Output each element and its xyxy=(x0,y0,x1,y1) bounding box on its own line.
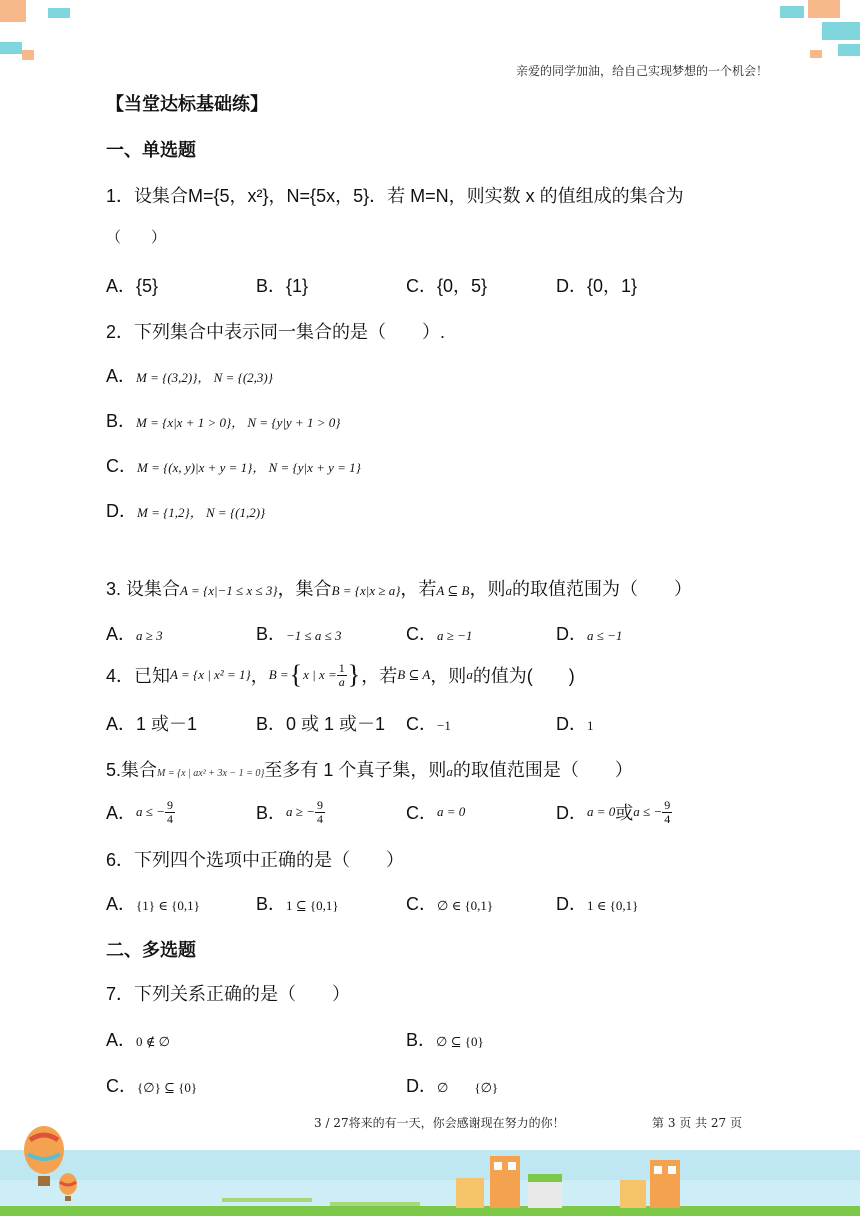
page-number: 第 3 页 共 27 页 xyxy=(652,1116,742,1130)
q3-math-2: B = {x|x ≥ a} xyxy=(331,583,401,598)
q5-b-den: 4 xyxy=(316,811,323,826)
q3-text-2: ，集合 xyxy=(277,579,332,599)
q6-c-math: ∅ ∈ {0,1} xyxy=(437,898,494,913)
q6-option-b xyxy=(256,890,339,916)
q7-option-a xyxy=(106,1026,170,1052)
q3-d-math: a ≤ −1 xyxy=(587,628,623,643)
q2-option-d xyxy=(106,497,265,523)
q6-b-label: B． xyxy=(256,894,287,914)
bush xyxy=(222,1198,312,1202)
q5-a-label: A． xyxy=(106,803,137,823)
footer-scenery xyxy=(0,1120,860,1216)
q2-stem: 2．下列集合中表示同一集合的是（ ）. xyxy=(106,322,446,342)
q5-math-2: a xyxy=(446,764,453,779)
q6-d-label: D． xyxy=(556,894,587,914)
q3-d-label: D． xyxy=(556,624,587,644)
q3-math-3: A ⊆ B xyxy=(436,583,470,598)
q7-b-math: ∅ ⊆ {0} xyxy=(436,1034,484,1049)
q5-text-3: 的取值范围是（ ） xyxy=(452,760,633,780)
q7-option-b xyxy=(406,1026,484,1052)
q7-b-label: B． xyxy=(406,1030,437,1050)
part1-title: 一、单选题 xyxy=(106,140,196,160)
q2-b-math: M = {x|x + 1 > 0}， N = {y|y + 1 > 0} xyxy=(136,415,341,430)
q4-stem xyxy=(106,658,575,692)
q5-a-fraction xyxy=(165,799,175,826)
footer-motto: 3 / 27将来的有一天，你会感谢现在努力的你！ xyxy=(314,1116,565,1130)
q6-d-math: 1 ∈ {0,1} xyxy=(587,898,639,913)
q1-option-a: A．{5} xyxy=(106,276,159,296)
q4-option-b: B．0 或 1 或－1 xyxy=(256,714,386,734)
q4-math-4: a xyxy=(466,667,473,682)
q5-option-d xyxy=(556,792,672,832)
q5-b-label: B． xyxy=(256,803,287,823)
q5-option-a xyxy=(106,792,175,832)
q3-a-math: a ≥ 3 xyxy=(136,628,163,643)
q5-b-math: a ≥ − xyxy=(286,804,315,819)
q5-math-1: M = {x | ax² + 3x − 1 = 0} xyxy=(157,768,265,779)
q3-math-4: a xyxy=(505,583,512,598)
q5-a-math: a ≤ − xyxy=(136,804,165,819)
q1-option-d: D．{0，1} xyxy=(556,276,638,296)
q5-text-1: 5.集合 xyxy=(106,760,158,780)
q6-option-d xyxy=(556,890,638,916)
q1-prefix: 1．设集合 xyxy=(106,186,189,206)
q3-b-label: B． xyxy=(256,624,287,644)
q3-text-3: ，若 xyxy=(400,579,437,599)
q7-a-math: 0 ∉ ∅ xyxy=(136,1034,170,1049)
q5-text-2: 至多有 1 个真子集，则 xyxy=(264,760,447,780)
q4-brace-open: { xyxy=(289,660,303,689)
q5-stem xyxy=(106,756,633,782)
q5-d-fraction xyxy=(662,799,672,826)
q5-d-or: 或 xyxy=(615,803,634,823)
q5-d-math-1: a = 0 xyxy=(587,804,616,819)
q4-option-c xyxy=(406,710,451,736)
q3-c-label: C． xyxy=(406,624,437,644)
q7-c-math: {∅} ⊆ {0} xyxy=(137,1080,198,1095)
q4-text-4: ，则 xyxy=(430,666,467,686)
q4-c-math: −1 xyxy=(437,718,451,733)
q4-text-1: 4．已知 xyxy=(106,666,171,686)
q4-math-3: B ⊆ A xyxy=(397,667,431,682)
q2-d-math: M = {1,2}， N = {(1,2)} xyxy=(137,505,266,520)
part2-title: 二、多选题 xyxy=(106,940,196,960)
q5-option-b xyxy=(256,792,325,832)
q1-option-c: C．{0，5} xyxy=(406,276,488,296)
q3-text-4: ，则 xyxy=(469,579,506,599)
q4-d-label: D． xyxy=(556,714,587,734)
q4-fraction xyxy=(337,662,347,689)
q5-a-den: 4 xyxy=(166,811,173,826)
q6-a-math: {1} ∈ {0,1} xyxy=(136,898,200,913)
q4-option-a: A．1 或－1 xyxy=(106,714,198,734)
q6-option-a xyxy=(106,890,200,916)
q3-option-a xyxy=(106,620,163,646)
q5-b-fraction xyxy=(315,799,325,826)
q1-paren: （ ） xyxy=(106,229,167,246)
q5-c-label: C． xyxy=(406,803,437,823)
q2-d-label: D． xyxy=(106,501,137,521)
q2-c-label: C． xyxy=(106,456,137,476)
q4-math-2a: B = xyxy=(268,667,289,682)
q3-text-5: 的取值范围为（ ） xyxy=(511,579,692,599)
ground-strip xyxy=(0,1206,860,1216)
q4-c-label: C． xyxy=(406,714,437,734)
q3-text-1: 3. 设集合 xyxy=(106,579,181,599)
q4-text-5: 的值为( ) xyxy=(472,666,575,686)
q7-d-math: ∅ {∅} xyxy=(437,1080,499,1095)
q2-option-b xyxy=(106,407,340,433)
q7-option-d xyxy=(406,1072,498,1098)
q2-c-math: M = {(x, y)|x + y = 1}， N = {y|x + y = 1} xyxy=(137,460,361,475)
q4-math-1: A = {x | x² = 1} xyxy=(170,667,251,682)
section-title: 【当堂达标基础练】 xyxy=(106,94,268,114)
bush xyxy=(330,1202,420,1206)
q7-c-label: C． xyxy=(106,1076,137,1096)
q3-option-d xyxy=(556,620,622,646)
q6-a-label: A． xyxy=(106,894,137,914)
q4-text-2: ， xyxy=(250,666,269,686)
q4-frac-num: 1 xyxy=(338,660,345,675)
q3-b-math: −1 ≤ a ≤ 3 xyxy=(286,628,342,643)
q5-d-den: 4 xyxy=(664,811,671,826)
q4-frac-den: a xyxy=(338,674,345,689)
q2-a-label: A． xyxy=(106,366,137,386)
q7-a-label: A． xyxy=(106,1030,137,1050)
q5-d-math-2: a ≤ − xyxy=(633,804,663,819)
q3-option-b xyxy=(256,620,342,646)
q1-option-b: B．{1} xyxy=(256,276,309,296)
q2-option-a xyxy=(106,362,273,388)
q5-b-num: 9 xyxy=(316,797,323,812)
q4-option-d xyxy=(556,710,594,736)
q6-option-c xyxy=(406,890,493,916)
header-motto: 亲爱的同学加油，给自己实现梦想的一个机会！ xyxy=(516,64,769,78)
q5-c-math: a = 0 xyxy=(437,804,466,819)
q6-b-math: 1 ⊆ {0,1} xyxy=(286,898,339,913)
q4-math-2b: x | x = xyxy=(303,667,337,682)
q7-option-c xyxy=(106,1072,197,1098)
q2-option-c xyxy=(106,452,361,478)
q4-d-math: 1 xyxy=(587,718,594,733)
q5-d-label: D． xyxy=(556,803,587,823)
q1-stem xyxy=(106,182,684,208)
q2-b-label: B． xyxy=(106,411,137,431)
q3-c-math: a ≥ −1 xyxy=(437,628,473,643)
q7-d-label: D． xyxy=(406,1076,437,1096)
q6-stem: 6．下列四个选项中正确的是（ ） xyxy=(106,850,405,870)
q3-option-c xyxy=(406,620,472,646)
q1-rest: M={5，x²}，N={5x，5}．若 M=N，则实数 x 的值组成的集合为 xyxy=(188,186,684,206)
q3-a-label: A． xyxy=(106,624,137,644)
q3-math-1: A = {x|−1 ≤ x ≤ 3} xyxy=(180,583,278,598)
q5-option-c xyxy=(406,792,465,832)
q7-stem: 7．下列关系正确的是（ ） xyxy=(106,984,351,1004)
q2-a-math: M = {(3,2)}， N = {(2,3)} xyxy=(136,370,273,385)
q4-brace-close: } xyxy=(347,660,361,689)
q6-c-label: C． xyxy=(406,894,437,914)
q3-stem xyxy=(106,575,692,601)
q5-d-num: 9 xyxy=(664,797,671,812)
q4-text-3: ，若 xyxy=(361,666,398,686)
q5-a-num: 9 xyxy=(166,797,173,812)
